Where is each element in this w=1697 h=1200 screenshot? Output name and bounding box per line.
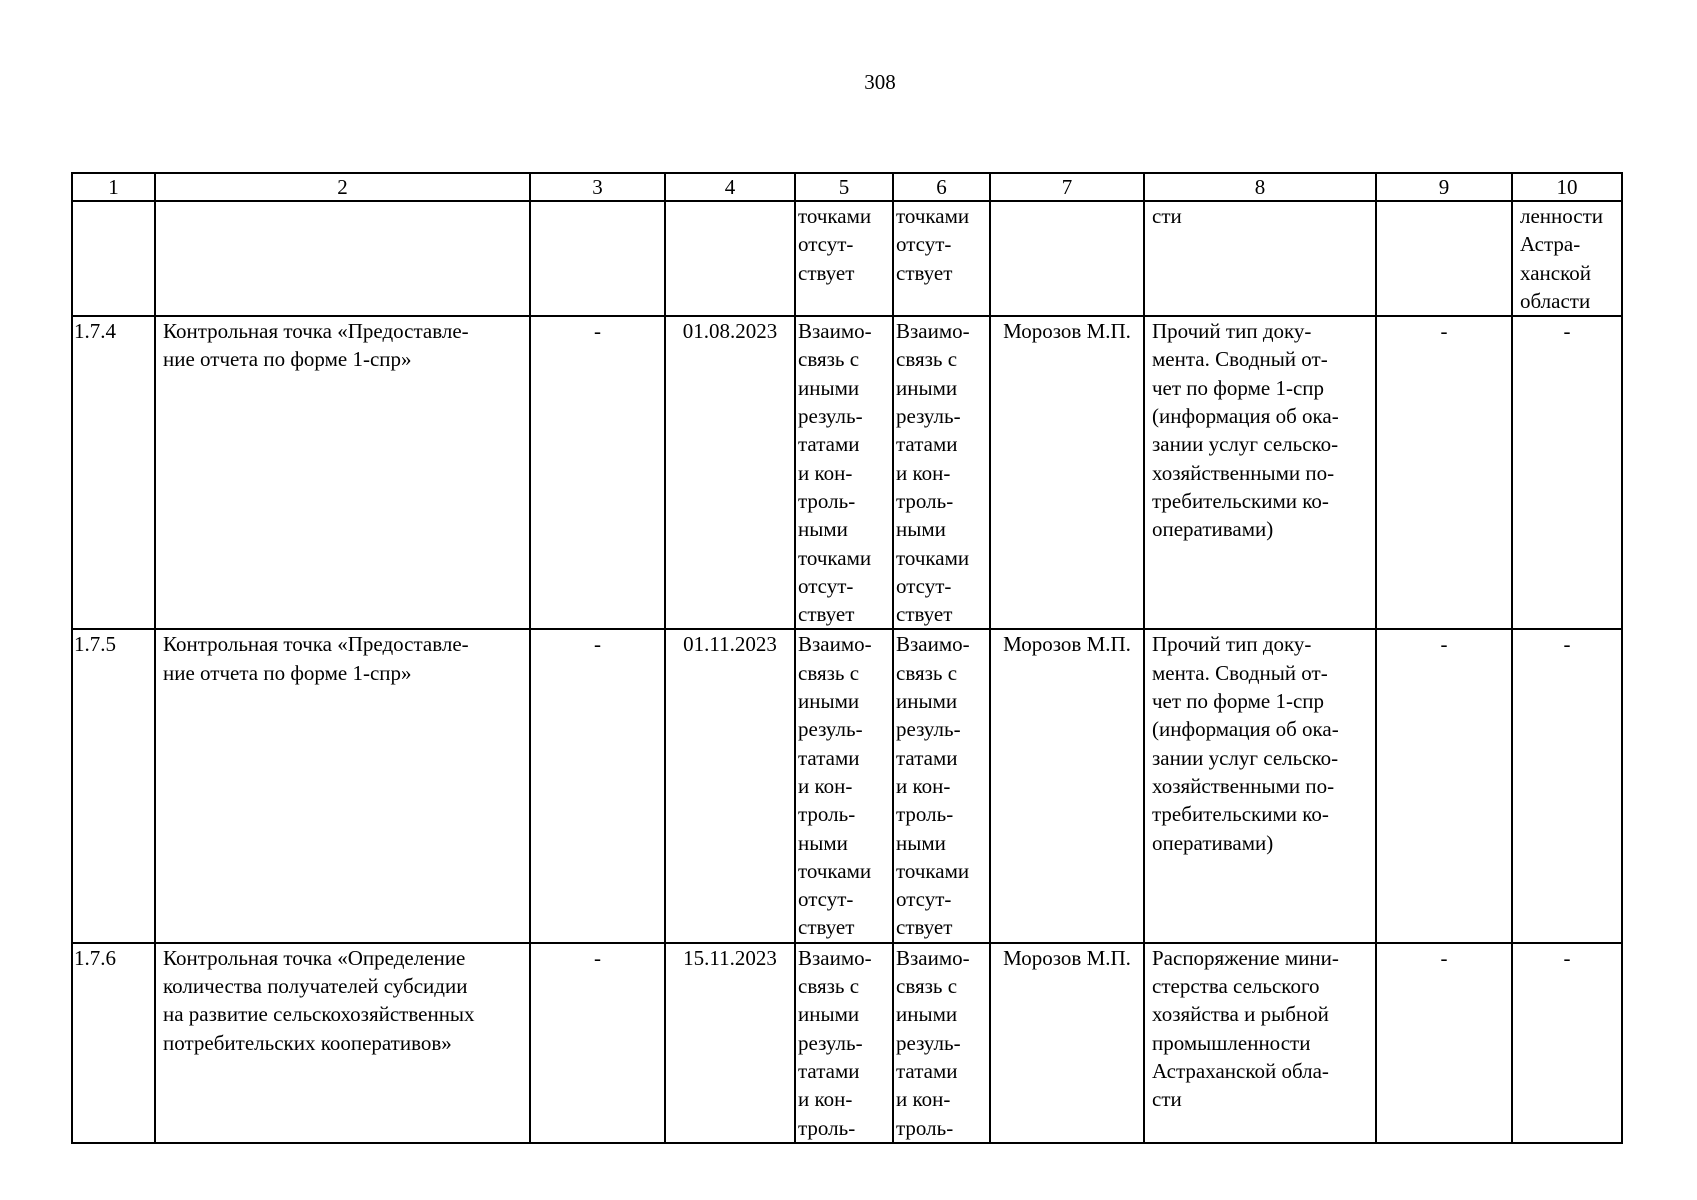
cell-col10: - — [1512, 316, 1622, 629]
cell-empty — [530, 201, 665, 316]
cell-col10: ленности Астра- ханской области — [1512, 201, 1622, 316]
document-cell: Распоряжение мини- стерства сельского хозяйства и рыбной промышленности Астраханской обла- сти — [1144, 943, 1376, 1143]
cell-col10: - — [1512, 943, 1622, 1143]
document-cell: Прочий тип доку- мента. Сводный от- чет по форме 1-спр (информация об ока- зании услуг сельско- хозяйственными по- требительскими ко- оперативами) — [1144, 629, 1376, 942]
column-number: 9 — [1376, 173, 1512, 201]
cell-col9: - — [1376, 943, 1512, 1143]
cell-empty — [155, 201, 530, 316]
cell-empty — [665, 201, 795, 316]
cell-empty — [990, 201, 1144, 316]
date-cell: 01.11.2023 — [665, 629, 795, 942]
row-number: 1.7.6 — [72, 943, 155, 1143]
control-point-name: Контрольная точка «Предоставле- ние отчета по форме 1-спр» — [155, 629, 530, 942]
table-row — [72, 943, 1622, 1143]
relation-cell: Взаимо- связь с иными резуль- татами и кон- троль- ными точками отсут- ствует — [893, 316, 990, 629]
column-number: 5 — [795, 173, 893, 201]
continuation-row — [72, 201, 1622, 316]
control-point-name: Контрольная точка «Предоставле- ние отчета по форме 1-спр» — [155, 316, 530, 629]
cell-col3: - — [530, 316, 665, 629]
control-point-name: Контрольная точка «Определение количества получателей субсидии на развитие сельскохозяйственных потребительских кооперативов» — [155, 943, 530, 1143]
column-number: 1 — [72, 173, 155, 201]
cell-col9: - — [1376, 316, 1512, 629]
column-numbers-row — [72, 173, 1622, 201]
table-row — [72, 629, 1622, 942]
cell-col10: - — [1512, 629, 1622, 942]
document-cell: сти — [1144, 201, 1376, 316]
cell-empty — [1376, 201, 1512, 316]
relation-cell: Взаимо- связь с иными резуль- татами и кон- троль- ными точками отсут- ствует — [795, 316, 893, 629]
column-number: 10 — [1512, 173, 1622, 201]
control-points-table — [71, 172, 1623, 1144]
column-number: 7 — [990, 173, 1144, 201]
date-cell: 15.11.2023 — [665, 943, 795, 1143]
relation-cell: Взаимо- связь с иными резуль- татами и кон- троль- ными точками отсут- ствует — [893, 629, 990, 942]
page-number: 308 — [864, 70, 896, 94]
column-number: 2 — [155, 173, 530, 201]
cell-col3: - — [530, 629, 665, 942]
column-number: 3 — [530, 173, 665, 201]
relation-cell: Взаимо- связь с иными резуль- татами и кон- троль- — [795, 943, 893, 1143]
relation-cell: Взаимо- связь с иными резуль- татами и кон- троль- — [893, 943, 990, 1143]
document-cell: Прочий тип доку- мента. Сводный от- чет по форме 1-спр (информация об ока- зании услуг сельско- хозяйственными по- требительскими ко- оперативами) — [1144, 316, 1376, 629]
responsible-cell: Морозов М.П. — [990, 316, 1144, 629]
relation-cell: Взаимо- связь с иными резуль- татами и кон- троль- ными точками отсут- ствует — [795, 629, 893, 942]
date-cell: 01.08.2023 — [665, 316, 795, 629]
column-number: 6 — [893, 173, 990, 201]
column-number: 8 — [1144, 173, 1376, 201]
cell-col3: - — [530, 943, 665, 1143]
responsible-cell: Морозов М.П. — [990, 629, 1144, 942]
row-number: 1.7.4 — [72, 316, 155, 629]
cell-empty — [72, 201, 155, 316]
relation-cell: точками отсут- ствует — [893, 201, 990, 316]
row-number: 1.7.5 — [72, 629, 155, 942]
cell-col9: - — [1376, 629, 1512, 942]
responsible-cell: Морозов М.П. — [990, 943, 1144, 1143]
relation-cell: точками отсут- ствует — [795, 201, 893, 316]
table-row — [72, 316, 1622, 629]
column-number: 4 — [665, 173, 795, 201]
